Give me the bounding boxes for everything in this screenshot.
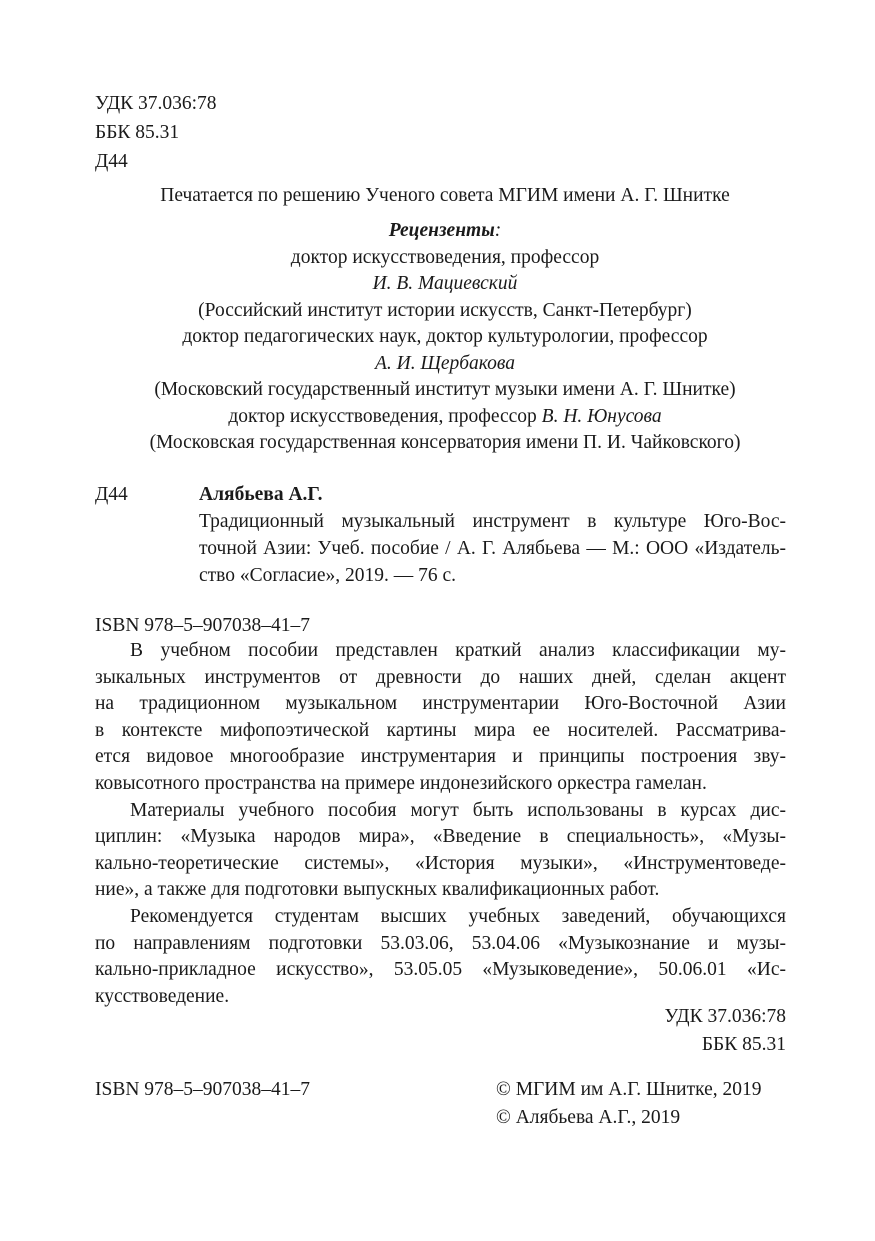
reviewers-heading: Рецензенты: (388, 220, 502, 241)
reviewers-block (60, 218, 830, 457)
annotation-line: кально-прикладное искусство», 53.05.05 «Музыковедение», 50.06.01 «Ис- (95, 959, 786, 981)
biblio-line: точной Азии: Учеб. пособие / А. Г. Алябьева — М.: ООО «Издатель- (199, 538, 786, 559)
annotation-line: по направлениям подготовки 53.03.06, 53.04.06 «Музыкознание и музы- (95, 932, 786, 954)
reviewer-2-name: А. И. Щербакова (374, 352, 515, 374)
annotation-line: зыкальных инструментов от древности до наших дней, сделан акцент (95, 666, 786, 688)
annotation-line: на традиционном музыкальном инструментарии Юго-Восточной Азии (95, 693, 786, 715)
annotation-line: ние», а также для подготовки выпускных квалификационных работ. (95, 879, 660, 901)
reviewer-2-org: (Московский государственный институт музыки имени А. Г. Шнитке) (154, 379, 736, 400)
isbn: ISBN 978–5–907038–41–7 (95, 615, 311, 636)
isbn-footer: ISBN 978–5–907038–41–7 (95, 1079, 311, 1100)
udk-code: УДК 37.036:78 (95, 93, 217, 114)
annotation-line: ется видовое многообразие инструментария и принципы построения зву- (95, 746, 786, 768)
author-mark: Д44 (95, 151, 128, 172)
classification-footer (560, 1003, 786, 1059)
printed-by-decision: Печатается по решению Ученого совета МГИМ имени А. Г. Шнитке (160, 185, 730, 206)
classification-header (95, 89, 217, 176)
reviewer-2-title: доктор педагогических наук, доктор культурологии, профессор (182, 326, 708, 347)
annotation (95, 638, 786, 1010)
bibliographic-record (199, 481, 786, 589)
reviewer-3-org: (Московская государственная консерватория имени П. И. Чайковского) (149, 432, 741, 453)
annotation-line: циплин: «Музыка народов мира», «Введение в специальность», «Музы- (95, 826, 786, 848)
annotation-line: В учебном пособии представлен краткий анализ классификации му- (130, 640, 786, 661)
copyright-publisher: © МГИМ им А.Г. Шнитке, 2019 (496, 1079, 762, 1100)
biblio-author: Алябьева А.Г. (199, 484, 323, 505)
annotation-line: в контексте мифопоэтической картины мира ее носителей. Рассматрива- (95, 719, 786, 741)
biblio-line: ство «Согласие», 2019. — 76 с. (199, 565, 457, 586)
annotation-line: ковысотного пространства на примере индонезийского оркестра гамелан. (95, 772, 707, 794)
copyright-block (460, 1076, 786, 1132)
annotation-line: кусствоведение. (95, 985, 230, 1007)
biblio-line: Традиционный музыкальный инструмент в культуре Юго-Вос- (199, 511, 786, 532)
bbk-code-footer: ББК 85.31 (701, 1034, 786, 1055)
bbk-code: ББК 85.31 (95, 122, 180, 143)
udk-code-footer: УДК 37.036:78 (664, 1006, 786, 1027)
annotation-line: Материалы учебного пособия могут быть использованы в курсах дис- (130, 799, 786, 821)
biblio-code: Д44 (95, 484, 128, 505)
reviewer-1-name: И. В. Мациевский (372, 273, 518, 294)
annotation-line: Рекомендуется студентам высших учебных заведений, обучающихся (130, 905, 786, 927)
annotation-line: кально-теоретические системы», «История музыки», «Инструментоведе- (95, 852, 786, 874)
reviewer-1-title: доктор искусствоведения, профессор (290, 246, 600, 268)
copyright-author: © Алябьева А.Г., 2019 (496, 1107, 681, 1128)
reviewer-3-line: доктор искусствоведения, профессор В. Н. Юнусова (228, 405, 662, 427)
reviewer-1-org: (Российский институт истории искусств, Санкт-Петербург) (198, 299, 692, 321)
